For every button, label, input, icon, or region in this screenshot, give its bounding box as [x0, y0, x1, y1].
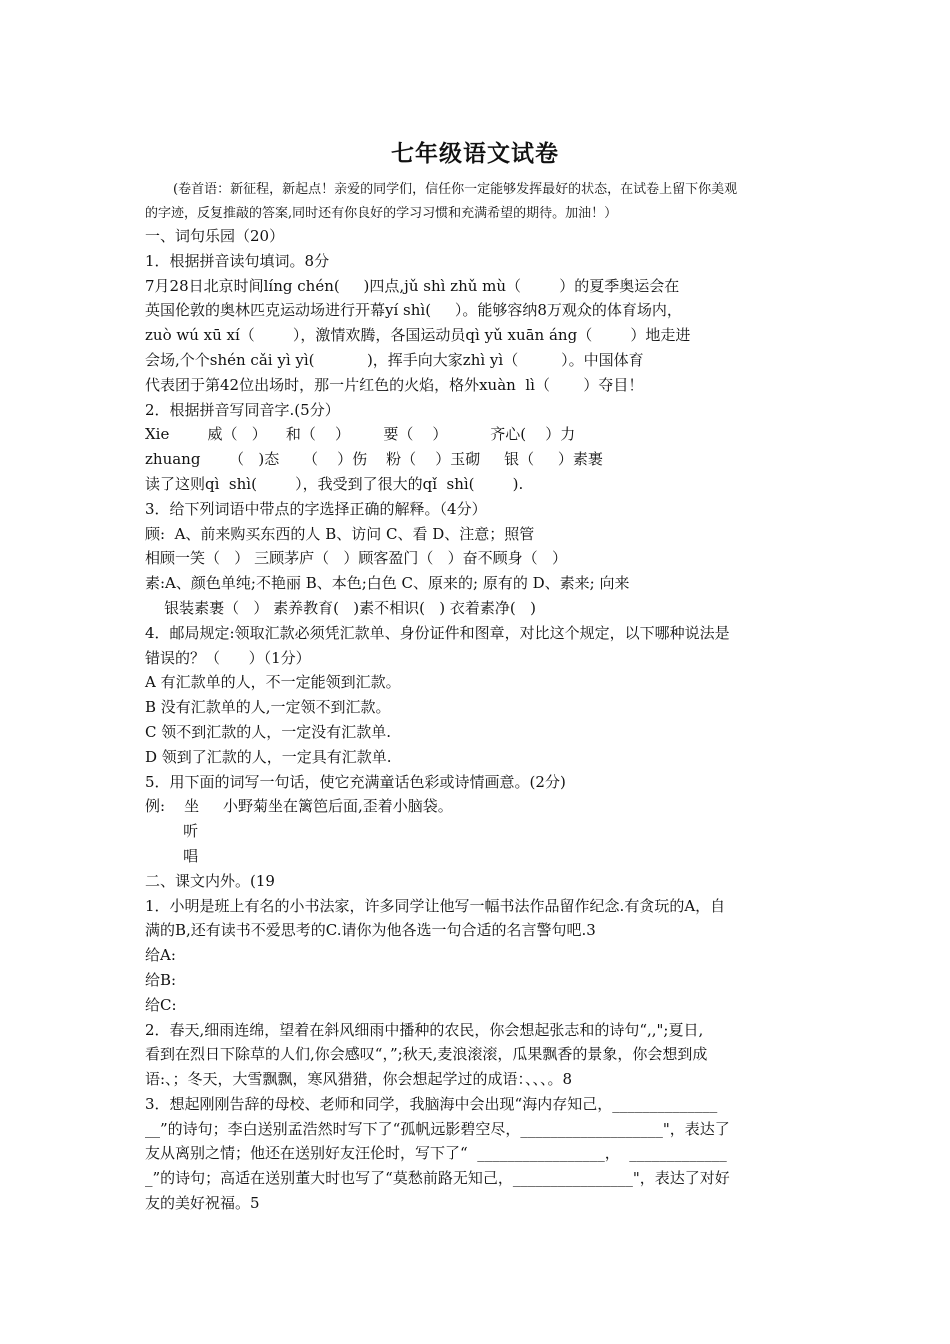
question-2-1-answer-a: 给A: [145, 946, 176, 965]
question-1-1-prompt: 1．根据拼音读句填词。8分 [145, 251, 330, 270]
question-1-1-text: 英国伦敦的奥林匹克运动场进行开幕yí shì( ）。能够容纳8万观众的体育场内， [145, 301, 682, 320]
question-1-4-prompt: 错误的？（ ）（1分） [145, 648, 311, 667]
question-1-1-text: 代表团于第42位出场时，那一片红色的火焰，格外xuàn lì（ ）夺目！ [145, 375, 644, 394]
preface-line-2: 的字迹，反复推敲的答案,同时还有你良好的学习习惯和充满希望的期待。加油！） [145, 206, 618, 221]
question-2-3-text: _”的诗句；高适在送别董大时也写了“莫愁前路无知己，________________"，表达了对好 [145, 1169, 730, 1188]
question-1-4-option-a: A 有汇款单的人，不一定能领到汇款。 [145, 673, 401, 692]
question-2-1-answer-c: 给C: [145, 995, 177, 1014]
question-1-5-word-ting: 听 [145, 822, 199, 841]
question-1-3-gu-words: 相顾一笑（ ） 三顾茅庐（ ）顾客盈门（ ）奋不顾身（ ） [145, 549, 567, 568]
question-1-2-row-xie: Xie 威（ ） 和（ ） 要（ ） 齐心( ）力 [145, 425, 576, 444]
exam-body [145, 224, 815, 1216]
question-2-3-text: 3．想起刚刚告辞的母校、老师和同学，我脑海中会出现“海内存知己，______________ [145, 1094, 718, 1113]
question-1-4-option-c: C 领不到汇款的人，一定没有汇款单. [145, 722, 392, 741]
question-1-3-prompt: 3．给下列词语中带点的字选择正确的解释。（4分） [145, 499, 487, 518]
question-1-5-example: 例: 坐 小野菊坐在篱笆后面,歪着小脑袋。 [145, 797, 453, 816]
question-1-5-prompt: 5．用下面的词写一句话，使它充满童话色彩或诗情画意。(2分) [145, 772, 566, 791]
question-1-2-prompt: 2．根据拼音写同音字.(5分） [145, 400, 340, 419]
question-2-2-text: 看到在烈日下除草的人们,你会感叹“，”;秋天,麦浪滚滚，瓜果飘香的景象，你会想到成 [145, 1045, 708, 1064]
question-1-3-su-options: 素:A、颜色单纯;不艳丽 B、本色;白色 C、原来的; 原有的 D、素来; 向来 [145, 574, 630, 593]
question-1-3-su-words: 银装素裹（ ） 素养教育( )素不相识( ) 衣着素净( ) [145, 598, 536, 617]
question-2-1-prompt: 1．小明是班上有名的小书法家，许多同学让他写一幅书法作品留作纪念.有贪玩的A，自 [145, 896, 726, 915]
question-2-3-text: __”的诗句；李白送别孟浩然时写下了“孤帆远影碧空尽，___________________"，表达了 [145, 1119, 730, 1138]
question-1-5-word-chang: 唱 [145, 846, 199, 865]
question-1-4-option-d: D 领到了汇款的人，一定具有汇款单. [145, 747, 392, 766]
question-2-1-prompt: 满的B,还有读书不爱思考的C.请你为他各选一句合适的名言警句吧.3 [145, 921, 596, 940]
question-1-4-prompt: 4．邮局规定:领取汇款必须凭汇款单、身份证件和图章，对比这个规定，以下哪种说法是 [145, 623, 730, 642]
question-2-3-text: 友的美好祝福。5 [145, 1194, 260, 1213]
question-1-1-text: zuò wú xū xí（ ），激情欢腾，各国运动员qì yǔ xuān áng（ ）地走进 [145, 326, 691, 345]
question-2-2-text: 2．春天,细雨连绵，望着在斜风细雨中播种的农民，你会想起张志和的诗句“,,";夏日, [145, 1020, 704, 1039]
section-2-heading: 二、课文内外。(19 [145, 871, 275, 890]
section-1-heading: 一、词句乐园（20） [145, 227, 285, 245]
question-1-1-text: 会场,个个shén cǎi yì yì( )，挥手向大家zhì yì（ ）。中国体育 [145, 350, 644, 369]
exam-title: 七年级语文试卷 [391, 141, 559, 167]
question-1-2-row-zhuang: zhuang （ )态 （ ）伤 粉（ ）玉砌 银（ ）素裹 [145, 450, 603, 469]
preface-line-1: (卷首语：新征程，新起点！亲爱的同学们，信任你一定能够发挥最好的状态，在试卷上留下你美观 [173, 182, 738, 197]
question-2-2-text: 语:、；冬天，大雪飘飘，寒风猎猎，你会想起学过的成语：、、、。8 [145, 1070, 573, 1089]
question-1-2-row-qishi: 读了这则qì shì( ），我受到了很大的qǐ shì( ). [145, 474, 524, 493]
question-2-3-text: 友从离别之情；他还在送别好友汪伦时，写下了“ _________________， _____________ [145, 1144, 727, 1163]
preface [145, 178, 810, 226]
question-1-4-option-b: B 没有汇款单的人,一定领不到汇款。 [145, 698, 391, 717]
question-1-3-gu-options: 顾: A、前来购买东西的人 B、访问 C、看 D、注意；照管 [145, 524, 535, 543]
question-1-1-text: 7月28日北京时间líng chén( )四点,jǔ shì zhǔ mù（ ）的夏季奥运会在 [145, 276, 680, 295]
question-2-1-answer-b: 给B: [145, 970, 177, 989]
